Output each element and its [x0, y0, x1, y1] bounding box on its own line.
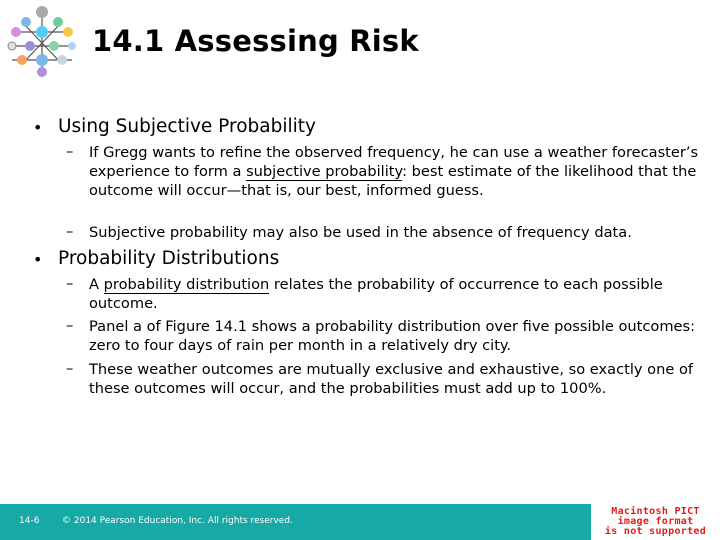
sub-bullet-text: These weather outcomes are mutually exclusive and exhaustive, so exactly one of these outcomes will occur, and the probabilities must add up to 100%. — [89, 361, 694, 397]
dash-glyph: – — [66, 275, 74, 292]
dash-glyph: – — [66, 223, 74, 240]
placeholder-line: Macintosh PICT — [611, 506, 700, 517]
footer-bar — [0, 504, 591, 540]
bullet-glyph: • — [33, 118, 43, 137]
page-number: 14-6 — [19, 516, 40, 526]
key-term-subjective-probability: subjective probability — [246, 163, 403, 180]
sub-bullet-text — [89, 275, 709, 313]
bullet-glyph: • — [33, 250, 43, 269]
sub-bullet-text-before: If Gregg wants to refine the observed frequency, he can use a weather forecaster’s experience to form a — [89, 144, 699, 180]
dash-glyph: – — [66, 143, 74, 160]
copyright-text: © 2014 Pearson Education, Inc. All rights reserved. — [62, 516, 293, 526]
sub-bullet-text: Panel a of Figure 14.1 shows a probability distribution over five possible outcomes: zero to four days of rain per month in a relatively dry city. — [89, 318, 696, 354]
bullet-heading: Probability Distributions — [58, 248, 280, 269]
placeholder-line: image format — [617, 516, 694, 527]
sub-bullet-text-before: A — [89, 276, 104, 293]
placeholder-line: is not supported — [604, 526, 707, 537]
bullet-heading: Using Subjective Probability — [58, 116, 316, 137]
dash-glyph: – — [66, 360, 74, 377]
key-term-probability-distribution: probability distribution — [103, 276, 270, 293]
sub-bullet-text — [89, 143, 709, 200]
slide-title: 14.1 Assessing Risk — [92, 24, 419, 58]
molecule-stack-logo-icon — [2, 2, 82, 78]
sub-bullet-text-after: relates the probability of occurrence to each possible outcome. — [89, 276, 663, 312]
dash-glyph: – — [66, 317, 74, 334]
sub-bullet-text: Subjective probability may also be used in the absence of frequency data. — [89, 224, 632, 241]
unsupported-image-placeholder — [591, 504, 720, 540]
sub-bullet-text-after: : best estimate of the likelihood that the outcome will occur—that is, our best, informed guess. — [89, 163, 697, 199]
